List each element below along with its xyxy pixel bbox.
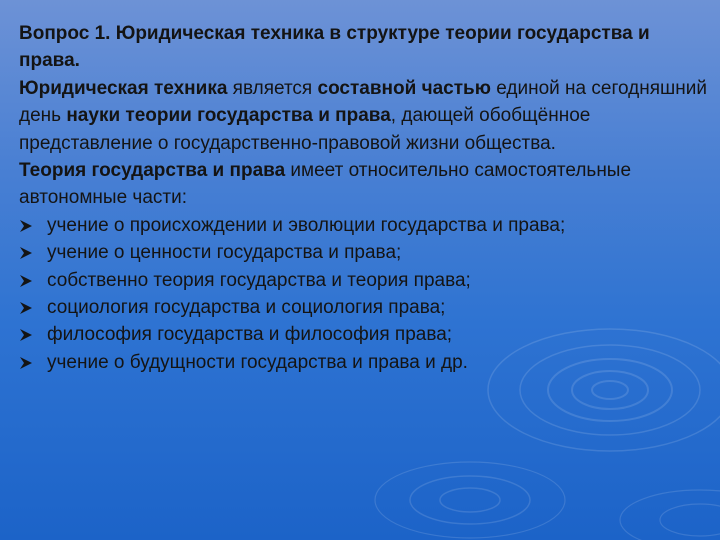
list-item-text: учение о ценности государства и права; — [47, 242, 402, 264]
paragraph-text: единой на сегодняшний день — [19, 77, 707, 127]
slide-title: Вопрос 1. Юридическая техника в структуре теории государства и права. — [19, 23, 650, 72]
list-item-text: учение о будущности государства и права и др. — [47, 351, 468, 373]
parts-list — [19, 212, 709, 376]
paragraph-theory-parts — [19, 157, 709, 212]
term-component-part: составной частью — [317, 77, 491, 99]
arrowhead-icon — [19, 219, 33, 233]
list-item — [19, 349, 709, 376]
paragraph-definition — [19, 75, 709, 157]
term-theory-of-state-and-law: науки теории государства и права — [66, 105, 391, 127]
list-item — [19, 212, 709, 239]
list-item-text: собственно теория государства и теория права; — [47, 269, 471, 291]
list-item — [19, 321, 709, 348]
term-theory: Теория государства и права — [19, 160, 286, 182]
list-item-text: учение о происхождении и эволюции государства и права; — [47, 214, 566, 236]
slide-content — [19, 20, 709, 376]
arrowhead-icon — [19, 301, 33, 315]
list-item — [19, 294, 709, 321]
paragraph-text: имеет относительно самостоятельные автономные части: — [19, 160, 632, 209]
paragraph-text: является — [227, 77, 318, 99]
list-item — [19, 239, 709, 266]
arrowhead-icon — [19, 328, 33, 342]
list-item-text: социология государства и социология права; — [47, 297, 446, 319]
paragraph-text: , дающей обобщённое представление о государственно-правовой жизни общества. — [19, 105, 591, 154]
list-item — [19, 267, 709, 294]
list-item-text: философия государства и философия права; — [47, 324, 453, 346]
term-legal-technique: Юридическая техника — [19, 77, 228, 99]
arrowhead-icon — [19, 246, 33, 260]
arrowhead-icon — [19, 274, 33, 288]
arrowhead-icon — [19, 356, 33, 370]
